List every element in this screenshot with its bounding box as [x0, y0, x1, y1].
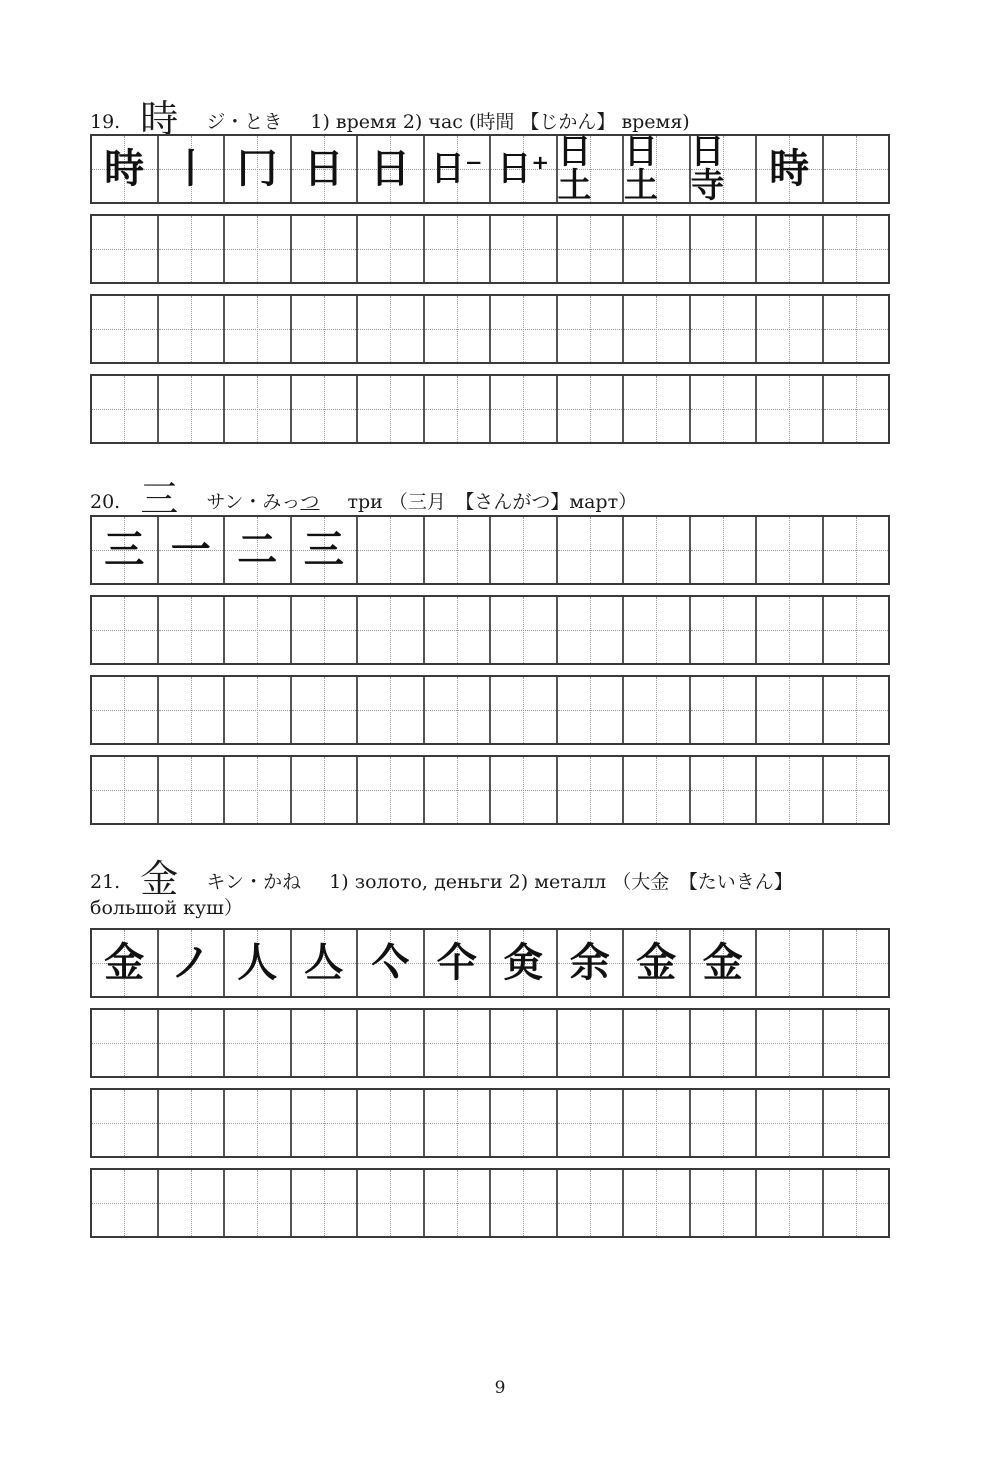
practice-cell: [356, 1170, 423, 1236]
practice-cell: [90, 1010, 157, 1076]
practice-cell: [556, 376, 623, 442]
practice-cell: [689, 132, 756, 206]
stroke-step: 日⁻: [430, 149, 483, 189]
stroke-step: 日⼟: [624, 132, 658, 206]
practice-cell: [489, 136, 556, 202]
practice-cell: [423, 677, 490, 743]
practice-cell: [423, 757, 490, 823]
practice-cell: [157, 1170, 224, 1236]
practice-cell: [822, 597, 891, 663]
stroke-step: 三: [104, 527, 145, 573]
stroke-step: 金: [636, 940, 677, 986]
practice-cell: [356, 677, 423, 743]
practice-cell: [290, 757, 357, 823]
entry-reading: ジ・とき: [206, 111, 283, 133]
practice-cell: [290, 930, 357, 996]
practice-cell: [556, 216, 623, 282]
practice-cell: [822, 1170, 891, 1236]
practice-cell: [755, 1090, 822, 1156]
practice-cell: [556, 1090, 623, 1156]
practice-cell: [755, 296, 822, 362]
practice-cell: [423, 216, 490, 282]
practice-cell: [689, 930, 756, 996]
entry-meaning-continuation: большой куш）: [90, 897, 243, 919]
practice-cell: [622, 757, 689, 823]
practice-cell: [223, 757, 290, 823]
practice-cell: [423, 597, 490, 663]
practice-cell: [356, 517, 423, 583]
practice-cell: [157, 376, 224, 442]
practice-cell: [755, 216, 822, 282]
entry-number: 20.: [90, 491, 121, 513]
practice-cell: [423, 517, 490, 583]
practice-cell: [90, 597, 157, 663]
practice-cell: [223, 1170, 290, 1236]
practice-cell: [423, 1010, 490, 1076]
practice-cell: [290, 136, 357, 202]
practice-cell: [90, 517, 157, 583]
practice-cell: [755, 1010, 822, 1076]
practice-cell: [622, 1090, 689, 1156]
practice-cell: [290, 597, 357, 663]
practice-cell: [755, 1170, 822, 1236]
practice-cell: [689, 517, 756, 583]
practice-cell: [90, 677, 157, 743]
stroke-order-row-20: [90, 515, 890, 585]
practice-cell: [622, 930, 689, 996]
stroke-step: 三: [303, 527, 344, 573]
practice-cell: [556, 517, 623, 583]
practice-row: [90, 1008, 890, 1078]
practice-cell: [223, 1090, 290, 1156]
practice-cell: [157, 517, 224, 583]
practice-cell: [290, 376, 357, 442]
practice-cell: [223, 216, 290, 282]
practice-cell: [223, 1010, 290, 1076]
practice-cell: [157, 1010, 224, 1076]
entry-meaning: три （三月 【さんがつ】март）: [347, 491, 638, 513]
stroke-step: ノ: [170, 940, 211, 986]
stroke-step: 丨: [170, 146, 211, 192]
practice-cell: [689, 677, 756, 743]
stroke-step: 日⁺: [497, 149, 550, 189]
practice-cell: [689, 376, 756, 442]
practice-cell: [489, 517, 556, 583]
practice-cell: [622, 216, 689, 282]
practice-cell: [822, 1090, 891, 1156]
practice-cell: [755, 376, 822, 442]
practice-cell: [689, 1090, 756, 1156]
practice-cell: [157, 677, 224, 743]
practice-cell: [755, 597, 822, 663]
practice-cell: [689, 1010, 756, 1076]
practice-cell: [290, 1090, 357, 1156]
practice-cell: [556, 1170, 623, 1236]
practice-cell: [489, 677, 556, 743]
practice-cell: [822, 1010, 891, 1076]
reading-text: サン・みっ: [206, 491, 301, 513]
practice-cell: [90, 1090, 157, 1156]
practice-row: [90, 1088, 890, 1158]
practice-cell: [290, 1170, 357, 1236]
stroke-step: 余: [569, 940, 610, 986]
practice-cell: [157, 136, 224, 202]
practice-cell: [290, 296, 357, 362]
practice-cell: [755, 930, 822, 996]
practice-cell: [223, 517, 290, 583]
practice-cell: [356, 1090, 423, 1156]
practice-cell: [489, 757, 556, 823]
entry-kanji: 三: [140, 477, 179, 521]
practice-cell: [423, 376, 490, 442]
entry-kanji: 金: [140, 857, 179, 901]
practice-cell: [423, 136, 490, 202]
stroke-step: 金: [702, 940, 743, 986]
practice-cell: [556, 1010, 623, 1076]
practice-cell: [822, 677, 891, 743]
practice-cell: [556, 132, 623, 206]
practice-cell: [689, 757, 756, 823]
practice-cell: [489, 597, 556, 663]
stroke-step: ⼌: [237, 146, 278, 192]
practice-cell: [90, 1170, 157, 1236]
practice-cell: [556, 597, 623, 663]
practice-cell: [689, 1170, 756, 1236]
practice-cell: [489, 376, 556, 442]
practice-cell: [622, 517, 689, 583]
entry-reading: [206, 491, 319, 513]
practice-cell: [157, 597, 224, 663]
practice-cell: [223, 136, 290, 202]
practice-cell: [622, 296, 689, 362]
stroke-step: 亼: [303, 940, 344, 986]
stroke-step: 日: [370, 146, 411, 192]
practice-row: [90, 675, 890, 745]
entry-number: 19.: [90, 111, 121, 133]
practice-cell: [356, 597, 423, 663]
entry-number: 21.: [90, 871, 121, 893]
stroke-order-row-21: [90, 928, 890, 998]
practice-cell: [423, 1170, 490, 1236]
practice-cell: [622, 376, 689, 442]
stroke-step: 㑒: [503, 940, 544, 986]
practice-cell: [489, 930, 556, 996]
reading-okurigana: つ: [300, 491, 320, 513]
practice-cell: [489, 1170, 556, 1236]
practice-cell: [223, 597, 290, 663]
practice-cell: [356, 930, 423, 996]
practice-cell: [290, 517, 357, 583]
practice-cell: [356, 216, 423, 282]
practice-cell: [689, 216, 756, 282]
entry-reading: キン・かね: [206, 871, 302, 893]
stroke-step: 人: [237, 940, 278, 986]
page-number: 9: [494, 1378, 506, 1398]
practice-cell: [622, 132, 689, 206]
practice-cell: [822, 216, 891, 282]
stroke-step: 時: [104, 146, 145, 192]
stroke-step: 仐: [436, 940, 477, 986]
practice-cell: [556, 757, 623, 823]
practice-cell: [556, 677, 623, 743]
practice-cell: [423, 296, 490, 362]
practice-cell: [622, 1170, 689, 1236]
practice-cell: [157, 1090, 224, 1156]
practice-cell: [223, 930, 290, 996]
practice-row: [90, 214, 890, 284]
practice-cell: [755, 757, 822, 823]
practice-cell: [157, 296, 224, 362]
practice-cell: [622, 597, 689, 663]
practice-row: [90, 755, 890, 825]
practice-cell: [822, 517, 891, 583]
practice-cell: [822, 757, 891, 823]
practice-cell: [356, 136, 423, 202]
practice-cell: [90, 216, 157, 282]
entry-meaning: 1) золото, деньги 2) металл （大金 【たいきん】: [329, 871, 793, 893]
practice-cell: [290, 1010, 357, 1076]
stroke-step: 亽: [370, 940, 411, 986]
practice-cell: [755, 517, 822, 583]
stroke-step: 二: [237, 527, 278, 573]
practice-cell: [423, 930, 490, 996]
stroke-order-row-19: [90, 134, 890, 204]
stroke-step: 日⼟: [557, 132, 592, 206]
stroke-step: 時: [769, 146, 810, 192]
practice-cell: [755, 136, 822, 202]
practice-cell: [356, 296, 423, 362]
practice-cell: [356, 757, 423, 823]
practice-cell: [423, 1090, 490, 1156]
stroke-step: 日寺: [690, 132, 725, 206]
stroke-step: 一: [170, 527, 211, 573]
practice-cell: [290, 677, 357, 743]
practice-cell: [223, 677, 290, 743]
practice-cell: [356, 376, 423, 442]
practice-cell: [822, 930, 891, 996]
practice-cell: [489, 296, 556, 362]
practice-cell: [90, 296, 157, 362]
practice-cell: [689, 597, 756, 663]
practice-cell: [90, 376, 157, 442]
practice-cell: [223, 376, 290, 442]
practice-row: [90, 1168, 890, 1238]
practice-cell: [755, 677, 822, 743]
entry-kanji: 時: [140, 97, 179, 141]
practice-cell: [356, 1010, 423, 1076]
practice-cell: [556, 296, 623, 362]
practice-row: [90, 595, 890, 665]
practice-row: [90, 294, 890, 364]
practice-cell: [290, 216, 357, 282]
practice-cell: [822, 136, 891, 202]
practice-cell: [822, 296, 891, 362]
practice-cell: [689, 296, 756, 362]
practice-row: [90, 374, 890, 444]
stroke-step: 金: [104, 940, 145, 986]
practice-cell: [90, 757, 157, 823]
practice-cell: [90, 136, 157, 202]
practice-cell: [489, 216, 556, 282]
stroke-step: 日: [303, 146, 344, 192]
practice-cell: [157, 930, 224, 996]
practice-cell: [622, 1010, 689, 1076]
practice-cell: [223, 296, 290, 362]
practice-cell: [157, 757, 224, 823]
practice-cell: [157, 216, 224, 282]
practice-cell: [822, 376, 891, 442]
practice-cell: [489, 1090, 556, 1156]
practice-cell: [622, 677, 689, 743]
practice-cell: [489, 1010, 556, 1076]
practice-cell: [556, 930, 623, 996]
practice-cell: [90, 930, 157, 996]
entry-meaning: 1) время 2) час (時間 【じかん】 время): [310, 111, 690, 133]
